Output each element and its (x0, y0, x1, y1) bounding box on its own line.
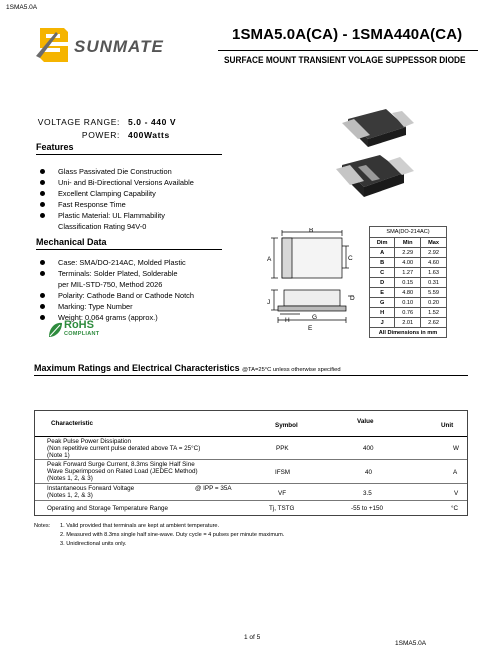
bullet-icon (40, 293, 45, 298)
max-ratings-condition: @TA=25°C unless otherwise specified (242, 367, 341, 373)
list-item: Fast Response Time (40, 199, 194, 210)
list-item: Case: SMA/DO-214AC, Molded Plastic (40, 257, 194, 268)
max-ratings-heading: Maximum Ratings and Electrical Characteristics @TA=25°C unless otherwise specified (34, 363, 341, 373)
table-row: Peak Forward Surge Current, 8.3ms Single Half Sine Wave Superimposed on Rated Load (JEDEC Method) (Notes 1, 2, & 3) IFSM 40 A (35, 460, 467, 484)
mechanical-list (40, 257, 194, 323)
list-item: Polarity: Cathode Band or Cathode Notch (40, 290, 194, 301)
ratings-table (34, 410, 468, 516)
voltage-value: 5.0 - 440 V (128, 117, 177, 127)
list-item: Terminals: Solder Plated, Solderable (40, 268, 194, 279)
power-label: POWER: (81, 130, 120, 140)
note-item: 3. Unidirectional units only. (60, 541, 127, 547)
rohs-sub-text: COMPLIANT (64, 331, 100, 337)
list-item-continuation: Classification Rating 94V-0 (58, 222, 147, 231)
rohs-leaf-icon (49, 323, 62, 337)
bullet-icon (40, 191, 45, 196)
list-item: Glass Passivated Die Construction (40, 166, 194, 177)
table-row: Instantaneous Forward Voltage (Notes 1, 2, & 3) @ IPP = 35A VF 3.5 V (35, 484, 467, 501)
dim-label-b: B (309, 228, 314, 234)
logo-mark-icon (36, 28, 68, 62)
table-row: H 0.76 1.52 (370, 308, 447, 318)
dimension-table-footer: All Dimensions in mm (370, 328, 447, 338)
table-row: B 4.00 4.60 (370, 258, 447, 268)
diode-top-image (342, 109, 414, 147)
header-part-code: 1SMA5.0A (6, 4, 38, 11)
bullet-icon (40, 213, 45, 218)
dim-label-d: D (350, 295, 355, 302)
table-row: D 0.15 0.31 (370, 278, 447, 288)
logo-wordmark: SUNMATE (74, 37, 164, 56)
col-value: Value (357, 418, 374, 425)
features-heading: Features (36, 142, 222, 155)
dimension-table (369, 226, 447, 338)
col-symbol: Symbol (275, 422, 298, 429)
condition-text: @ IPP = 35A (195, 485, 232, 492)
package-outline-drawing (262, 228, 362, 348)
list-item: Weight: 0.064 grams (approx.) (40, 312, 194, 323)
rohs-badge (46, 319, 106, 341)
ratings-table-header (35, 411, 467, 437)
dim-label-h: H (285, 317, 290, 324)
package-photo (328, 105, 418, 203)
footer-part-code: 1SMA5.0A (395, 640, 427, 647)
bullet-icon (40, 271, 45, 276)
page-number: 1 of 5 (244, 634, 261, 641)
key-specs (36, 116, 176, 142)
bullet-icon (40, 315, 45, 320)
bullet-icon (40, 260, 45, 265)
table-row: A 2.29 2.92 (370, 248, 447, 258)
col-max: Max (421, 238, 447, 248)
bullet-icon (40, 180, 45, 185)
dim-label-e: E (308, 325, 313, 332)
mechanical-heading: Mechanical Data (36, 237, 222, 250)
rohs-text: RoHS (64, 319, 94, 331)
table-row: G 0.10 0.20 (370, 298, 447, 308)
page-title: 1SMA5.0A(CA) - 1SMA440A(CA) (232, 26, 463, 43)
list-item: Excellent Clamping Capability (40, 188, 194, 199)
bullet-icon (40, 202, 45, 207)
page-subtitle: SURFACE MOUNT TRANSIENT VOLAGE SUPPESSOR DIODE (224, 55, 466, 65)
dimension-table-title: SMA(DO-214AC) (370, 227, 447, 238)
bullet-icon (40, 169, 45, 174)
notes-label: Notes: (34, 523, 51, 529)
col-min: Min (395, 238, 421, 248)
table-row: J 2.01 2.62 (370, 318, 447, 328)
dim-label-c: C (348, 255, 353, 262)
dim-label-a: A (267, 256, 272, 263)
dim-label-j: J (267, 299, 271, 306)
diode-bottom-image (336, 155, 414, 197)
list-item: Plastic Material: UL Flammability (40, 210, 194, 221)
list-item-continuation: per MIL-STD-750, Method 2026 (58, 280, 163, 289)
features-list (40, 166, 194, 232)
table-row: Peak Pulse Power Dissipation (Non repetitive current pulse derated above TA = 25°C) (Note 1) PPK 400 W (35, 437, 467, 460)
bullet-icon (40, 304, 45, 309)
dim-label-g: G (312, 314, 318, 321)
company-logo (34, 22, 204, 68)
title-divider (218, 50, 478, 51)
table-row: E 4.80 5.59 (370, 288, 447, 298)
power-value: 400Watts (128, 130, 170, 140)
col-dim: Dim (370, 238, 395, 248)
note-item: 2. Measured with 8.3ms single half sine-wave. Duty cycle = 4 pulses per minute maximum. (60, 532, 285, 538)
table-row: Operating and Storage Temperature Range Tj, TSTG -55 to +150 °C (47, 505, 459, 512)
table-row: C 1.27 1.63 (370, 268, 447, 278)
col-characteristic: Characteristic (51, 420, 93, 427)
list-item: Marking: Type Number (40, 301, 194, 312)
voltage-label: VOLTAGE RANGE: (37, 117, 120, 127)
col-unit: Unit (441, 422, 454, 429)
note-item: 1. Valid provided that terminals are kept at ambient temperature. (60, 523, 220, 529)
max-ratings-divider (34, 375, 468, 376)
list-item: Uni- and Bi-Directional Versions Available (40, 177, 194, 188)
